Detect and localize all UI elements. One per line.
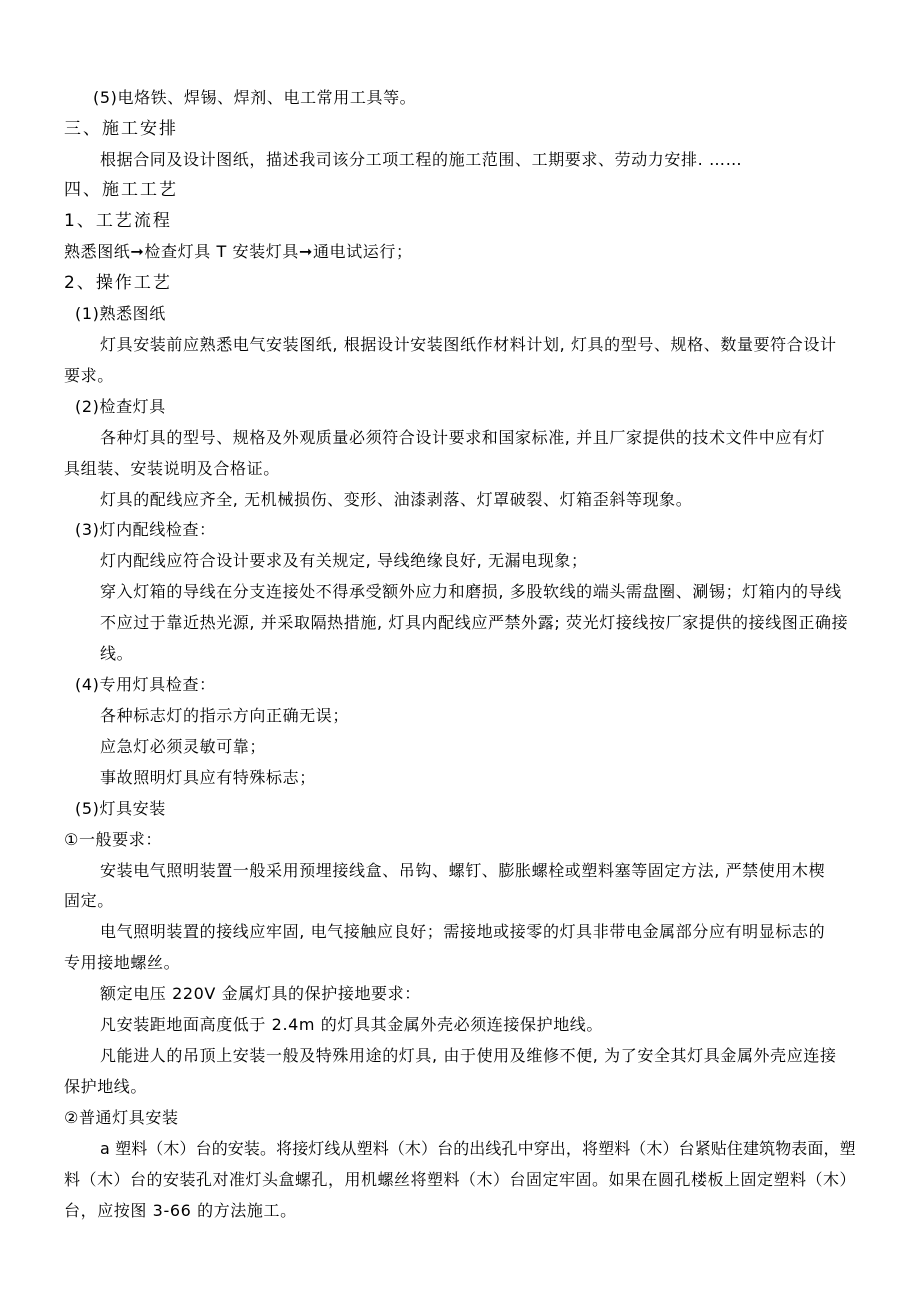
text-line-tools-item-5: (5)电烙铁、焊锡、焊剂、电工常用工具等。 (93, 88, 417, 107)
text-line: 灯内配线应符合设计要求及有关规定, 导线绝缘良好, 无漏电现象； (100, 551, 588, 570)
text-line: 安装电气照明装置一般采用预埋接线盒、吊钩、螺钉、膨胀螺栓或塑料塞等固定方法, 严禁使用木楔 (100, 861, 826, 880)
heading-construction-arrangement: 三、施工安排 (64, 119, 178, 139)
text-line: 灯具安装前应熟悉电气安装图纸, 根据设计安装图纸作材料计划, 灯具的型号、规格、数量要符合设计 (100, 335, 837, 354)
subheading-general-requirements: ①一般要求： (64, 830, 162, 849)
text-line: 电气照明装置的接线应牢固, 电气接触应良好；需接地或接零的灯具非带电金属部分应有明显标志的 (100, 922, 826, 941)
text-line-arrangement-desc: 根据合同及设计图纸，描述我司该分工项工程的施工范围、工期要求、劳动力安排. …… (100, 150, 743, 169)
text-line: 料（木）台的安装孔对准灯头盒螺孔，用机螺丝将塑料（木）台固定牢固。如果在圆孔楼板上固定塑料（木） (64, 1170, 857, 1189)
text-line-process-flow: 熟悉图纸➞检查灯具 T 安装灯具➞通电试运行； (64, 242, 413, 261)
subheading-special-fixtures-check: (4)专用灯具检查： (75, 675, 216, 694)
subheading-fixture-installation: (5)灯具安装 (75, 799, 166, 818)
text-line: 凡能进人的吊顶上安装一般及特殊用途的灯具, 由于使用及维修不便, 为了安全其灯具金属外壳应连接 (100, 1046, 837, 1065)
subheading-internal-wiring-check: (3)灯内配线检查： (75, 520, 216, 539)
text-line: 应急灯必须灵敏可靠； (100, 737, 267, 756)
heading-construction-process: 四、施工工艺 (64, 180, 178, 200)
subheading-familiarize-drawings: (1)熟悉图纸 (75, 304, 166, 323)
text-line: 穿入灯箱的导线在分支连接处不得承受额外应力和磨损, 多股软线的端头需盘圈、涮锡；灯箱内的导线 (100, 582, 842, 601)
text-line: 凡安装距地面高度低于 2.4m 的灯具其金属外壳必须连接保护地线。 (100, 1015, 604, 1034)
text-line: 固定。 (64, 891, 114, 910)
subheading-check-fixtures: (2)检查灯具 (75, 397, 166, 416)
heading-process-flow: 1、工艺流程 (64, 211, 172, 231)
text-line: 保护地线。 (64, 1077, 148, 1096)
text-line: 具组装、安装说明及合格证。 (64, 459, 280, 478)
text-line: 灯具的配线应齐全, 无机械损伤、变形、油漆剥落、灯罩破裂、灯箱歪斜等现象。 (100, 490, 693, 509)
text-line: 线。 (100, 644, 134, 663)
text-line: 额定电压 220V 金属灯具的保护接地要求： (100, 984, 421, 1003)
text-line: 各种灯具的型号、规格及外观质量必须符合设计要求和国家标准, 并且厂家提供的技术文件中应有灯 (100, 428, 826, 447)
text-line: 台，应按图 3-66 的方法施工。 (64, 1201, 297, 1220)
heading-operation-process: 2、操作工艺 (64, 273, 172, 293)
text-line: 事故照明灯具应有特殊标志； (100, 768, 316, 787)
text-line: 各种标志灯的指示方向正确无误； (100, 706, 350, 725)
text-line: 要求。 (64, 366, 114, 385)
text-line: a 塑料（木）台的安装。将接灯线从塑料（木）台的出线孔中穿出，将塑料（木）台紧贴住建筑物表面，塑 (100, 1139, 856, 1158)
text-line: 专用接地螺丝。 (64, 953, 181, 972)
text-line: 不应过于靠近热光源, 并采取隔热措施, 灯具内配线应严禁外露; 荧光灯接线按厂家提供的接线图正确接 (100, 613, 849, 632)
subheading-ordinary-fixture-installation: ②普通灯具安装 (64, 1108, 179, 1127)
